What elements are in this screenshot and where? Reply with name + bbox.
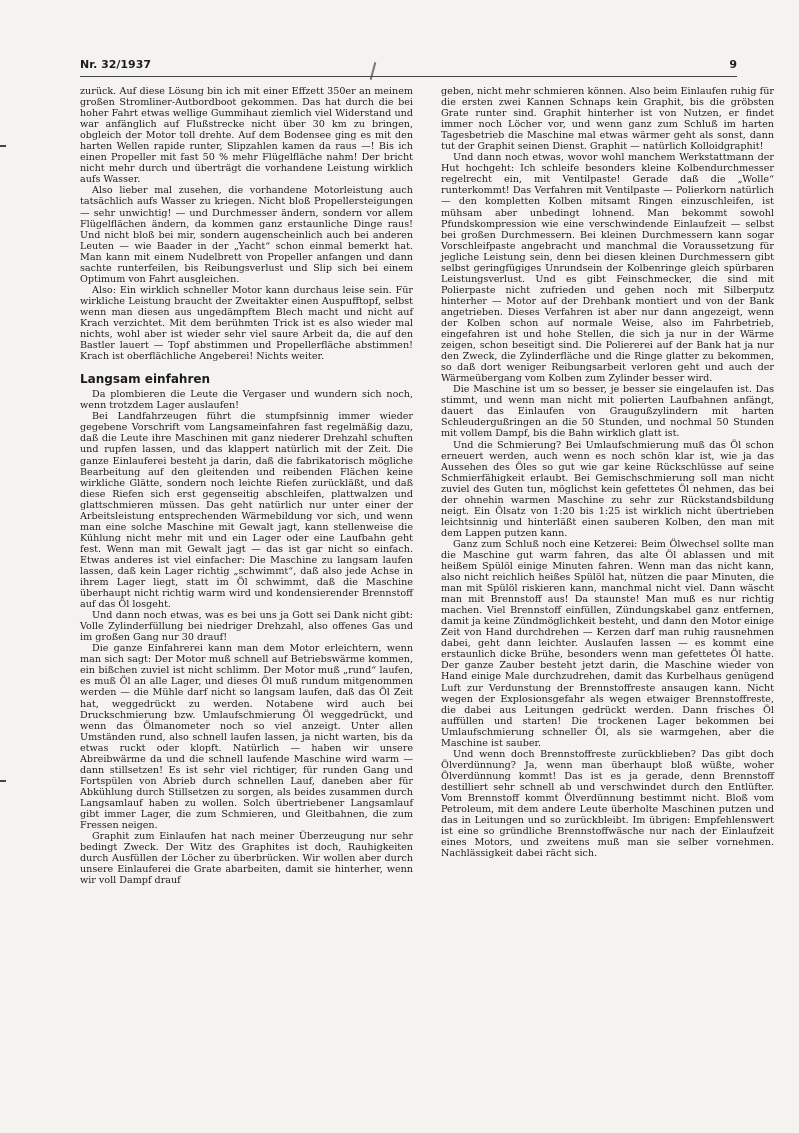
paragraph: Die Maschine ist um so besser, je besser sie eingelaufen ist. Das stimmt, und wenn man nicht mit polierten Laufbahnen anfängt, dauert das Einlaufen von Graugußzylindern mit harten Schleudergußringen an die 50 Stunden, und nochmal 50 Stunden mit vollem Dampf, bis die Bahn wirklich glatt ist. xyxy=(441,384,774,440)
paragraph: Und dann noch etwas, was es bei uns ja Gott sei Dank nicht gibt: Volle Zylinderfüllung bei niedriger Drehzahl, also offenes Gas und im großen Gang nur 30 drauf! xyxy=(80,610,413,644)
paragraph: Bei Landfahrzeugen führt die stumpfsinnig immer wieder gegebene Vorschrift vom Langsameinfahren fast regelmäßig dazu, daß die Leute ihre Maschinen mit ganz niederer Drehzahl schuften und rupfen lassen, und das klappert natürlich mit der Zeit. Die ganze Einlauferei besteht ja darin, daß die fabrikatorisch mögliche Bearbeitung auf den gleitenden und reibenden Flächen keine wirkliche Glätte, sondern noch leichte Riefen zurückläßt, und daß diese Riefen sich erst gegenseitig abschleifen, plattwalzen und glattschmieren müssen. Das geht natürlich nur unter einer der Arbeitsleistung entsprechenden Wärmebildung vor sich, und wenn man eine solche Maschine mit Gewalt jagt, kann stellenweise die Kühlung nicht mehr mit und ein Lager oder eine Laufbahn geht fest. Wenn man mit Gewalt jagt — das ist gar nicht so einfach. Etwas anderes ist viel einfacher: Die Maschine zu langsam laufen lassen, daß kein Lager richtig „schwimmt“, daß also jede Achse in ihrem Lager liegt, statt im Öl schwimmt, daß die Maschine überhaupt nicht richtig warm wird und kondensierender Brennstoff auf das Öl losgeht. xyxy=(80,411,413,611)
paragraph: Also lieber mal zusehen, die vorhandene Motorleistung auch tatsächlich aufs Wasser zu kriegen. Nicht bloß Propellersteigungen — sehr unwichtig! — und Durchmesser ändern, sondern vor allem Flügelflächen ändern, da kommen ganz erstaunliche Dinge raus! Und nicht bloß bei mir, sondern augenscheinlich auch bei anderen Leuten — wie Baader in der „Yacht“ schon einmal bemerkt hat. Man kann mit einem Nudelbrett von Propeller anfangen und dann sachte runterfeilen, bis Reibungsverlust und Slip sich bei einem Optimum von Fahrt ausgleichen. xyxy=(80,185,413,285)
paragraph: Graphit zum Einlaufen hat nach meiner Überzeugung nur sehr bedingt Zweck. Der Witz des Graphites ist doch, Rauhigkeiten durch Ausfüllen der Löcher zu überbrücken. Wir wollen aber durch unsere Einlauferei die Grate abarbeiten, damit sie hinterher, wenn wir voll Dampf drauf xyxy=(80,831,413,887)
paragraph: Also: Ein wirklich schneller Motor kann durchaus leise sein. Für wirkliche Leistung braucht der Zweitakter einen Auspufftopf, selbst wenn man diesen aus ungedämpftem Blech macht und nicht auf Krach verzichtet. Mit dem berühmten Trick ist es also wieder mal nichts, wohl aber ist wieder sehr viel saure Arbeit da, die auf den Bastler lauert — Topf abstimmen und Propellerfläche abstimmen! Krach ist oberflächliche Angeberei! Nichts weiter. xyxy=(80,284,413,363)
issue-number: Nr. 32/1937 xyxy=(80,58,152,71)
paragraph: geben, nicht mehr schmieren können. Also beim Einlaufen ruhig für die ersten zwei Kannen Schnaps kein Graphit, bis die gröbsten Grate runter sind. Graphit hinterher ist von Nutzen, er findet immer noch Löcher vor, und wenn ganz zum Schluß im harten Tagesbetrieb die Maschine mal etwas wärmer geht als sonst, dann tut der Graphit seinen Dienst. Graphit — natürlich Kolloidgraphit! xyxy=(441,86,774,153)
binding-mark xyxy=(0,145,6,147)
paragraph: Und dann noch etwas, wovor wohl manchem Werkstattmann der Hut hochgeht: Ich schleife besonders kleine Kolbendurchmesser regelrecht ein, mit Ventilpaste! Gerade daß die „Wolle“ runterkommt! Das Verfahren mit Ventilpaste — Polierkorn natürlich — den kompletten Kolben mitsamt Ringen einzuschleifen, ist mühsam aber unbedingt lohnend. Man bekommt sowohl Pfundskompression wie eine verschwindende Einlaufzeit — selbst bei großen Durchmessern. Bei kleinen Durchmessern kann sogar Vorschleifpaste angebracht und manchmal die Voraussetzung für jegliche Leistung sein, denn bei diesen kleinen Durchmessern gibt selbst geringfügiges Unrundsein der Kolbenringe gleich spürbaren Leistungsverlust. Und es gibt Feinschmecker, die sind mit Polierpaste nicht zufrieden und gehen noch mit Silberputz hinterher — Motor auf der Drehbank montiert und von der Bank angetrieben. Dieses Verfahren ist aber nur dann angezeigt, wenn der Kolben schon auf normale Weise, also im Fahrbetrieb, eingefahren ist und hohe Stellen, die sich ja nur in der Wärme zeigen, schon beseitigt sind. Die Poliererei auf der Bank hat ja nur den Zweck, die Zylinderfläche und die Ringe glatter zu bekommen, so daß dort weniger Reibungsarbeit verloren geht und auch der Wärmeübergang vom Kolben zum Zylinder besser wird. xyxy=(441,152,774,385)
paragraph: Und wenn doch Brennstoffreste zurückblieben? Das gibt doch Ölverdünnung? Ja, wenn man überhaupt bloß wüßte, woher Ölverdünnung kommt! Das ist es ja gerade, denn Brennstoff destilliert sehr schnell ab und verschwindet durch den Entlüfter. Vom Brennstoff kommt Ölverdünnung bestimmt nicht. Bloß vom Petroleum, mit dem andere Leute überholte Maschinen putzen und das in Leitungen und so zurückbleibt. Im übrigen: Empfehlenswert ist eine so gründliche Brennstoffwäsche nur nach der Einlaufzeit eines Motors, und zweitens muß man sie selber vornehmen. Nachlässigkeit dabei rächt sich. xyxy=(441,748,774,860)
paragraph: Da plombieren die Leute die Vergaser und wundern sich noch, wenn trotzdem Lager auslaufen! xyxy=(80,389,413,412)
header-rule xyxy=(80,76,737,77)
left-column xyxy=(80,86,413,886)
right-column xyxy=(441,86,774,859)
paragraph: Und die Schmierung? Bei Umlaufschmierung muß das Öl schon erneuert werden, auch wenn es noch schön klar ist, wie ja das Aussehen des Öles so gut wie gar keine Rückschlüsse auf seine Schmierfähigkeit erlaubt. Bei Gemischschmierung soll man nicht zuviel des Guten tun, möglichst kein gefettetes Öl nehmen, das bei der ohnehin warmen Maschine zu sehr zur Rückstandsbildung neigt. Ein Ölsatz von 1:20 bis 1:25 ist wirklich nicht übertrieben leichtsinnig und hinterläßt einen sauberen Kolben, den man mit dem Lappen putzen kann. xyxy=(441,439,774,539)
paragraph: Ganz zum Schluß noch eine Ketzerei: Beim Ölwechsel sollte man die Maschine gut warm fahren, das alte Öl ablassen und mit heißem Spülöl einige Minuten fahren. Wenn man das nicht kann, also nicht reichlich heißes Spülöl hat, nützen die paar Minuten, die man mit Spülöl riskieren kann, manchmal nicht viel. Dann wäscht man mit Brennstoff aus! Da staunste! Man muß es nur richtig machen. Viel Brennstoff einfüllen, Zündungskabel ganz entfernen, damit ja keine Zündmöglichkeit besteht, und dann den Motor einige Zeit von Hand durchdrehen — Kerzen darf man ruhig rausnehmen dabei, geht dann leichter. Auslaufen lassen — es kommt eine erstaunlich dicke Brühe, besonders wenn man gefettetes Öl hatte. Der ganze Zauber besteht jetzt darin, die Maschine wieder von Hand einige Male durchzudrehen, damit das Kurbelhaus genügend Luft zur Verdunstung der Brennstoffreste ansaugen kann. Nicht wegen der Explosionsgefahr als wegen etwaiger Brennstoffreste, die dabei aus Leitungen gedrückt werden. Dann frisches Öl auffüllen und starten! Die trockenen Lager bekommen bei Umlaufschmierung schneller Öl, als sie warmgehen, aber die Maschine ist sauber. xyxy=(441,538,774,749)
paragraph: zurück. Auf diese Lösung bin ich mit einer Effzett 350er an meinem großen Stromliner-Autbordboot gekommen. Das hat durch die bei hoher Fahrt etwas wellige Gummihaut ziemlich viel Widerstand und war anfänglich auf Flußstrecke nicht über 30 km zu bringen, obgleich der Motor toll drehte. Auf dem Bodensee ging es mit den harten Wellen rapide runter, Slipzahlen kamen da raus —! Bis ich einen Propeller mit fast 50 % mehr Flügelfläche nahm! Der bricht nicht mehr durch und überträgt die vorhandene Leistung wirklich aufs Wasser. xyxy=(80,86,413,186)
binding-mark xyxy=(0,780,6,782)
paragraph: Die ganze Einfahrerei kann man dem Motor erleichtern, wenn man sich sagt: Der Motor muß schnell auf Betriebswärme kommen, ein bißchen zuviel ist nicht schlimm. Der Motor muß „rund“ laufen, es muß Öl an alle Lager, und dieses Öl muß rundum mitgenommen werden — die Mühle darf nicht so langsam laufen, daß das Öl Zeit hat, weggedrückt zu werden. Notabene wird auch bei Druckschmierung bzw. Umlaufschmierung Öl weggedrückt, und wenn das Ölmanometer noch so viel anzeigt. Unter allen Umständen rund, also schnell laufen lassen, ja nicht warten, bis da etwas ruckt oder klopft. Natürlich — haben wir unsere Abreibwärme da und die schnell laufende Maschine wird warm — dann stillsetzen! Es ist sehr viel richtiger, für runden Gang und Fortspülen von Abrieb durch schnellen Lauf, daneben aber für Abkühlung durch Stillsetzen zu sorgen, als beides zusammen durch Langsamlauf haben zu wollen. Solch übertriebener Langsamlauf gibt immer Lager, die zum Schmieren, und Gleitbahnen, die zum Fressen neigen. xyxy=(80,643,413,832)
section-heading: Langsam einfahren xyxy=(80,372,211,387)
pencil-mark xyxy=(370,62,377,80)
page-number: 9 xyxy=(729,58,737,71)
